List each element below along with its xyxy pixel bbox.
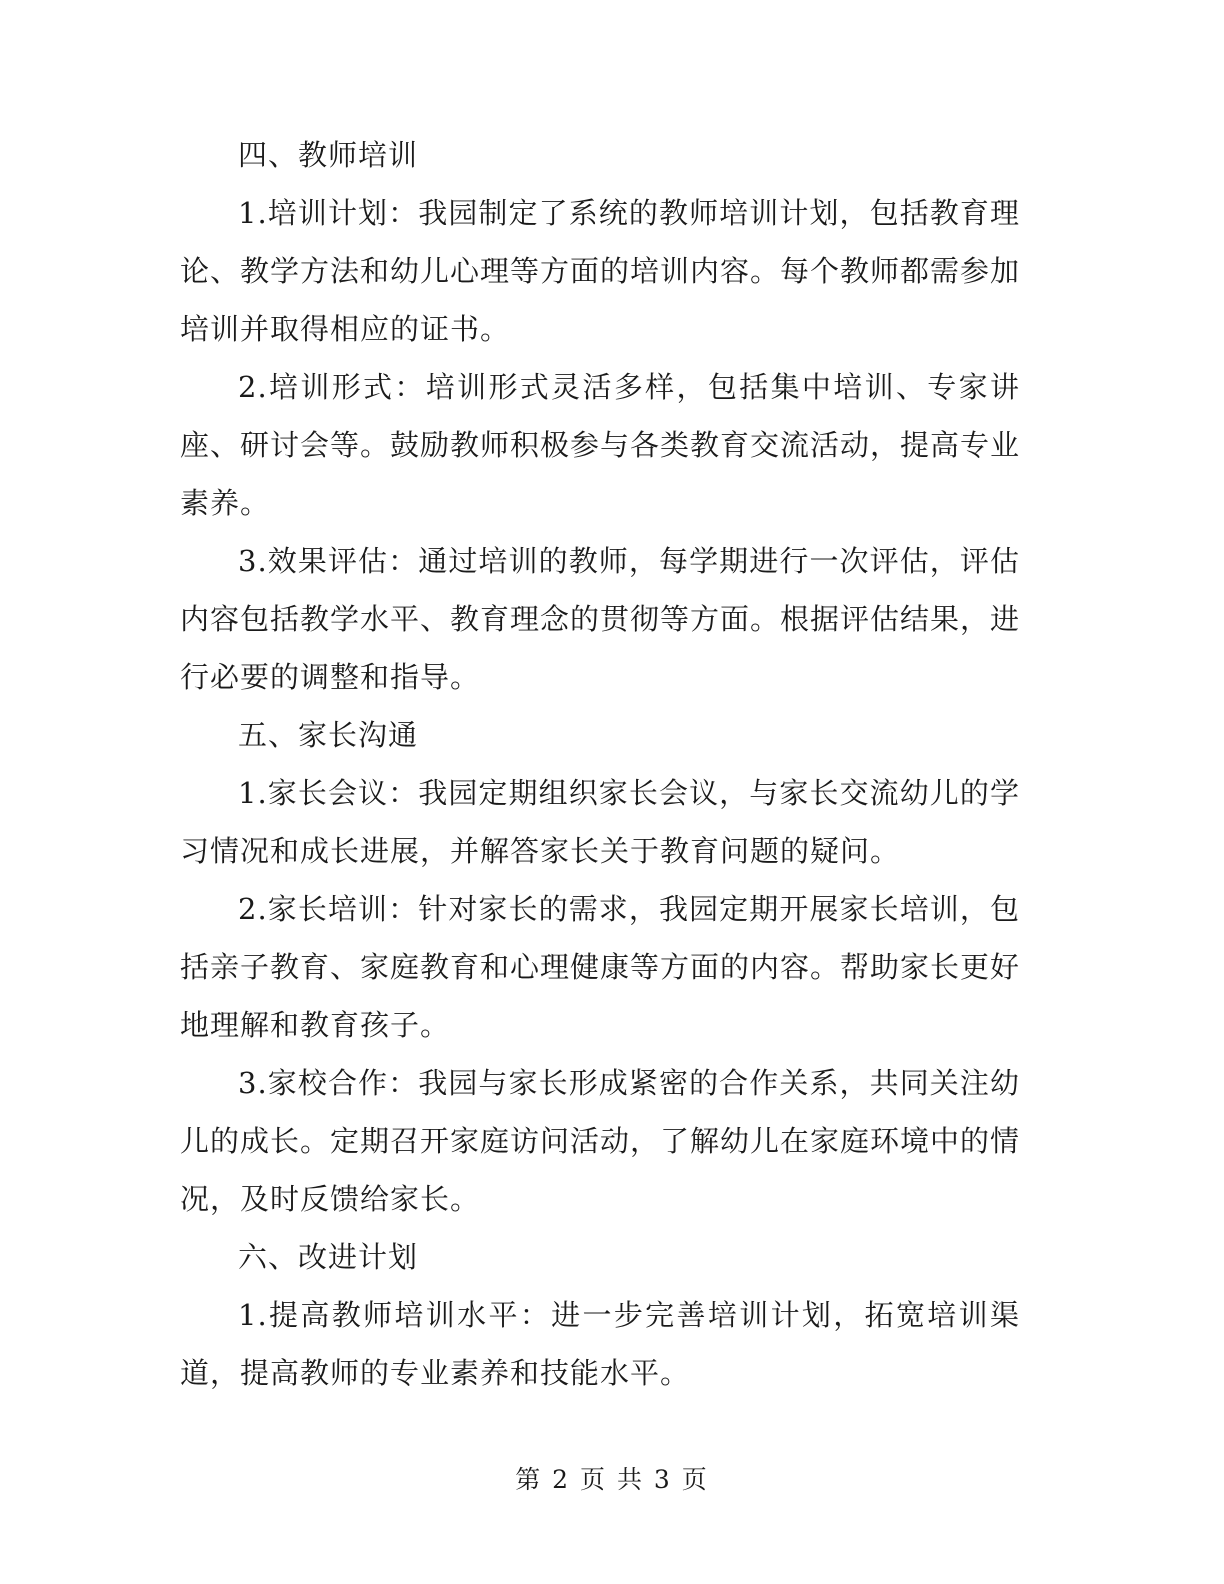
- section-heading: 五、家长沟通: [238, 718, 419, 752]
- paragraph: 3.家校合作：我园与家长形成紧密的合作关系，共同关注幼儿的成长。定期召开家庭访问活动，了解幼儿在家庭环境中的情况，及时反馈给家长。: [180, 1066, 1021, 1216]
- page-number-footer: 第 2 页 共 3 页: [515, 1465, 709, 1494]
- paragraph: 1.家长会议：我园定期组织家长会议，与家长交流幼儿的学习情况和成长进展，并解答家长关于教育问题的疑问。: [180, 776, 1020, 868]
- paragraph: 1.培训计划：我园制定了系统的教师培训计划，包括教育理论、教学方法和幼儿心理等方面的培训内容。每个教师都需参加培训并取得相应的证书。: [180, 196, 1021, 346]
- paragraph: 2.家长培训：针对家长的需求，我园定期开展家长培训，包括亲子教育、家庭教育和心理健康等方面的内容。帮助家长更好地理解和教育孩子。: [180, 892, 1021, 1042]
- document-body: [180, 126, 1020, 1402]
- paragraph: 1.提高教师培训水平：进一步完善培训计划，拓宽培训渠道，提高教师的专业素养和技能水平。: [180, 1298, 1020, 1390]
- section-heading: 四、教师培训: [238, 138, 419, 172]
- paragraph: 3.效果评估：通过培训的教师，每学期进行一次评估，评估内容包括教学水平、教育理念的贯彻等方面。根据评估结果，进行必要的调整和指导。: [180, 544, 1021, 694]
- paragraph: 2.培训形式：培训形式灵活多样，包括集中培训、专家讲座、研讨会等。鼓励教师积极参与各类教育交流活动，提高专业素养。: [180, 370, 1021, 520]
- section-heading: 六、改进计划: [238, 1240, 419, 1274]
